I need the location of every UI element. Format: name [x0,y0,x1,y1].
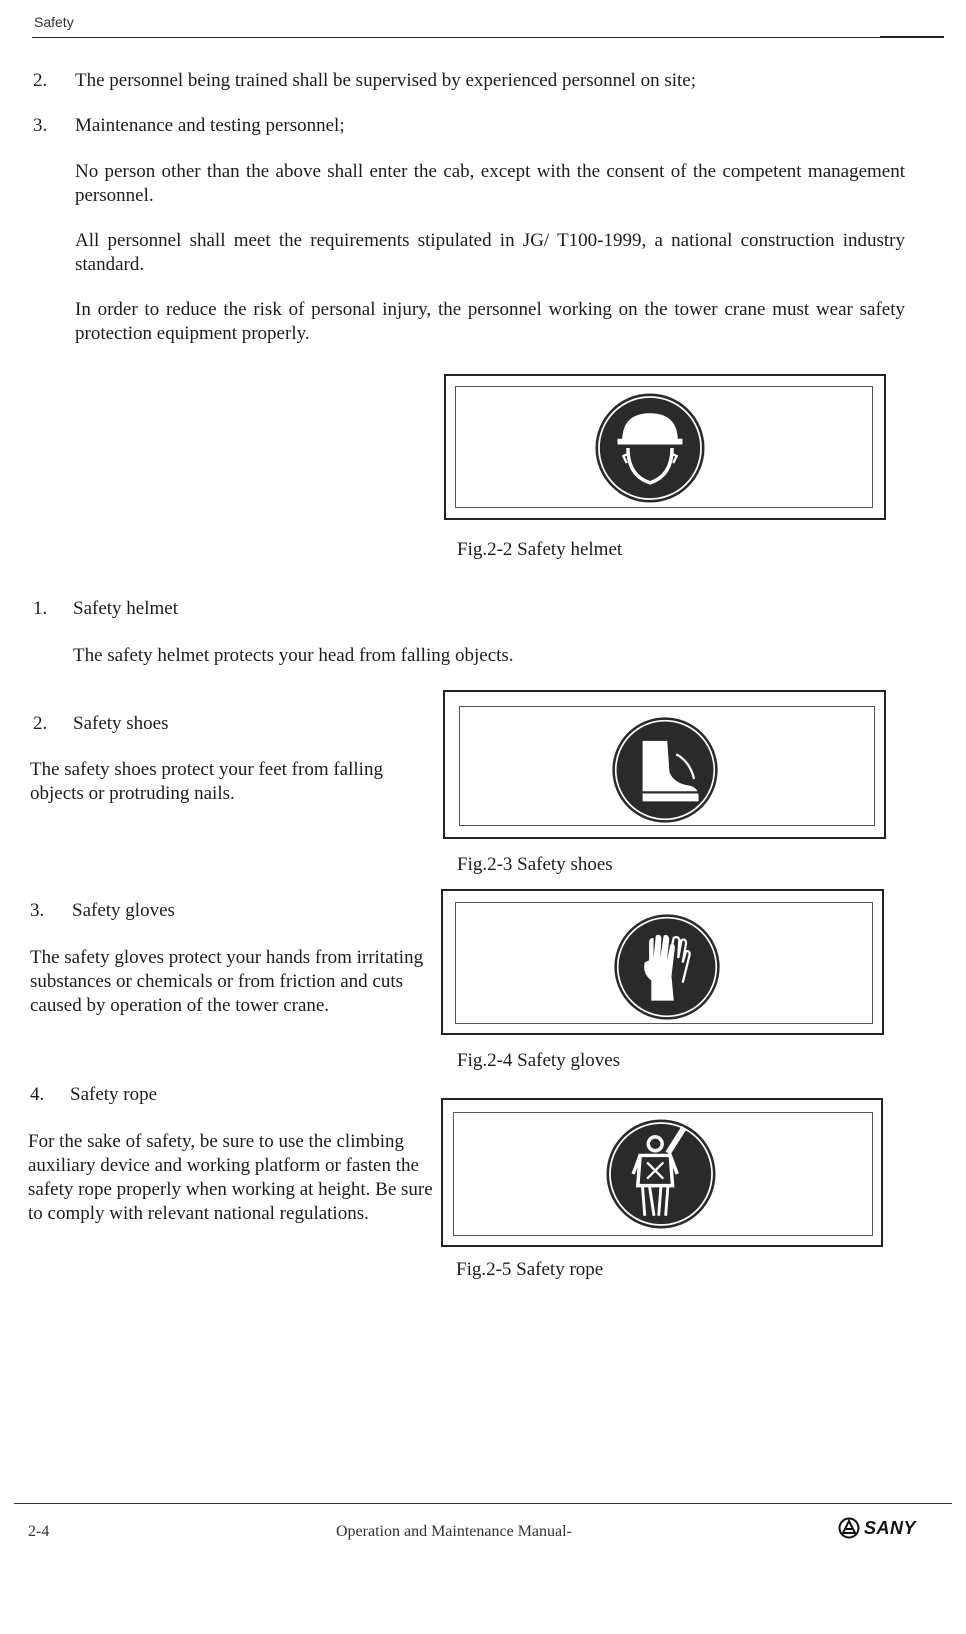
brand-logo [838,1517,916,1539]
item-description: The safety gloves protect your hands from irritating substances or chemicals or from friction and cuts caused by operation of the tower crane. [30,947,424,1016]
header-rule [32,37,944,38]
safety-helmet-icon [592,390,708,506]
footer-title: Operation and Maintenance Manual- [336,1523,572,1540]
item-title: Safety gloves [72,900,175,921]
safety-gloves-icon [611,911,723,1023]
sany-logo-icon [838,1517,860,1539]
list-number: 2. [33,713,48,734]
list-number: 4. [30,1084,45,1105]
header-rule-accent [880,36,944,38]
item-title: Safety rope [70,1084,158,1105]
item-description: The safety shoes protect your feet from falling objects or protruding nails. [30,759,383,804]
item-description: The safety helmet protects your head from falling objects. [73,645,514,666]
figure-safety-rope [441,1098,883,1247]
list-number: 1. [33,598,48,619]
safety-shoes-icon [609,714,721,826]
paragraph: No person other than the above shall enter the cab, except with the consent of the competent management personnel. [75,161,905,206]
safety-harness-icon [603,1116,719,1232]
paragraph: All personnel shall meet the requirements stipulated in JG/ T100-1999, a national construction industry standard. [75,230,905,275]
figure-safety-helmet [444,374,886,520]
page-number: 2-4 [28,1523,50,1540]
figure-caption: Fig.2-4 Safety gloves [457,1050,621,1071]
figure-caption: Fig.2-5 Safety rope [456,1259,604,1280]
figure-safety-gloves [441,889,884,1035]
figure-caption: Fig.2-2 Safety helmet [457,539,623,560]
list-number: 3. [33,115,48,136]
paragraph: In order to reduce the risk of personal injury, the personnel working on the tower crane must wear safety protection equipment properly. [75,299,905,344]
list-item-text: Maintenance and testing personnel; [75,115,345,136]
running-header: Safety [34,14,74,30]
footer-rule [14,1503,952,1504]
figure-safety-shoes [443,690,886,839]
list-number: 2. [33,70,48,91]
list-item-text: The personnel being trained shall be supervised by experienced personnel on site; [75,70,696,91]
brand-name: SANY [864,1517,917,1538]
item-title: Safety shoes [73,713,169,734]
item-description: For the sake of safety, be sure to use the climbing auxiliary device and working platform or fasten the safety rope properly when working at height. Be sure to comply with relevant national regulations. [28,1131,433,1224]
figure-caption: Fig.2-3 Safety shoes [457,854,613,875]
list-number: 3. [30,900,45,921]
item-title: Safety helmet [73,598,178,619]
